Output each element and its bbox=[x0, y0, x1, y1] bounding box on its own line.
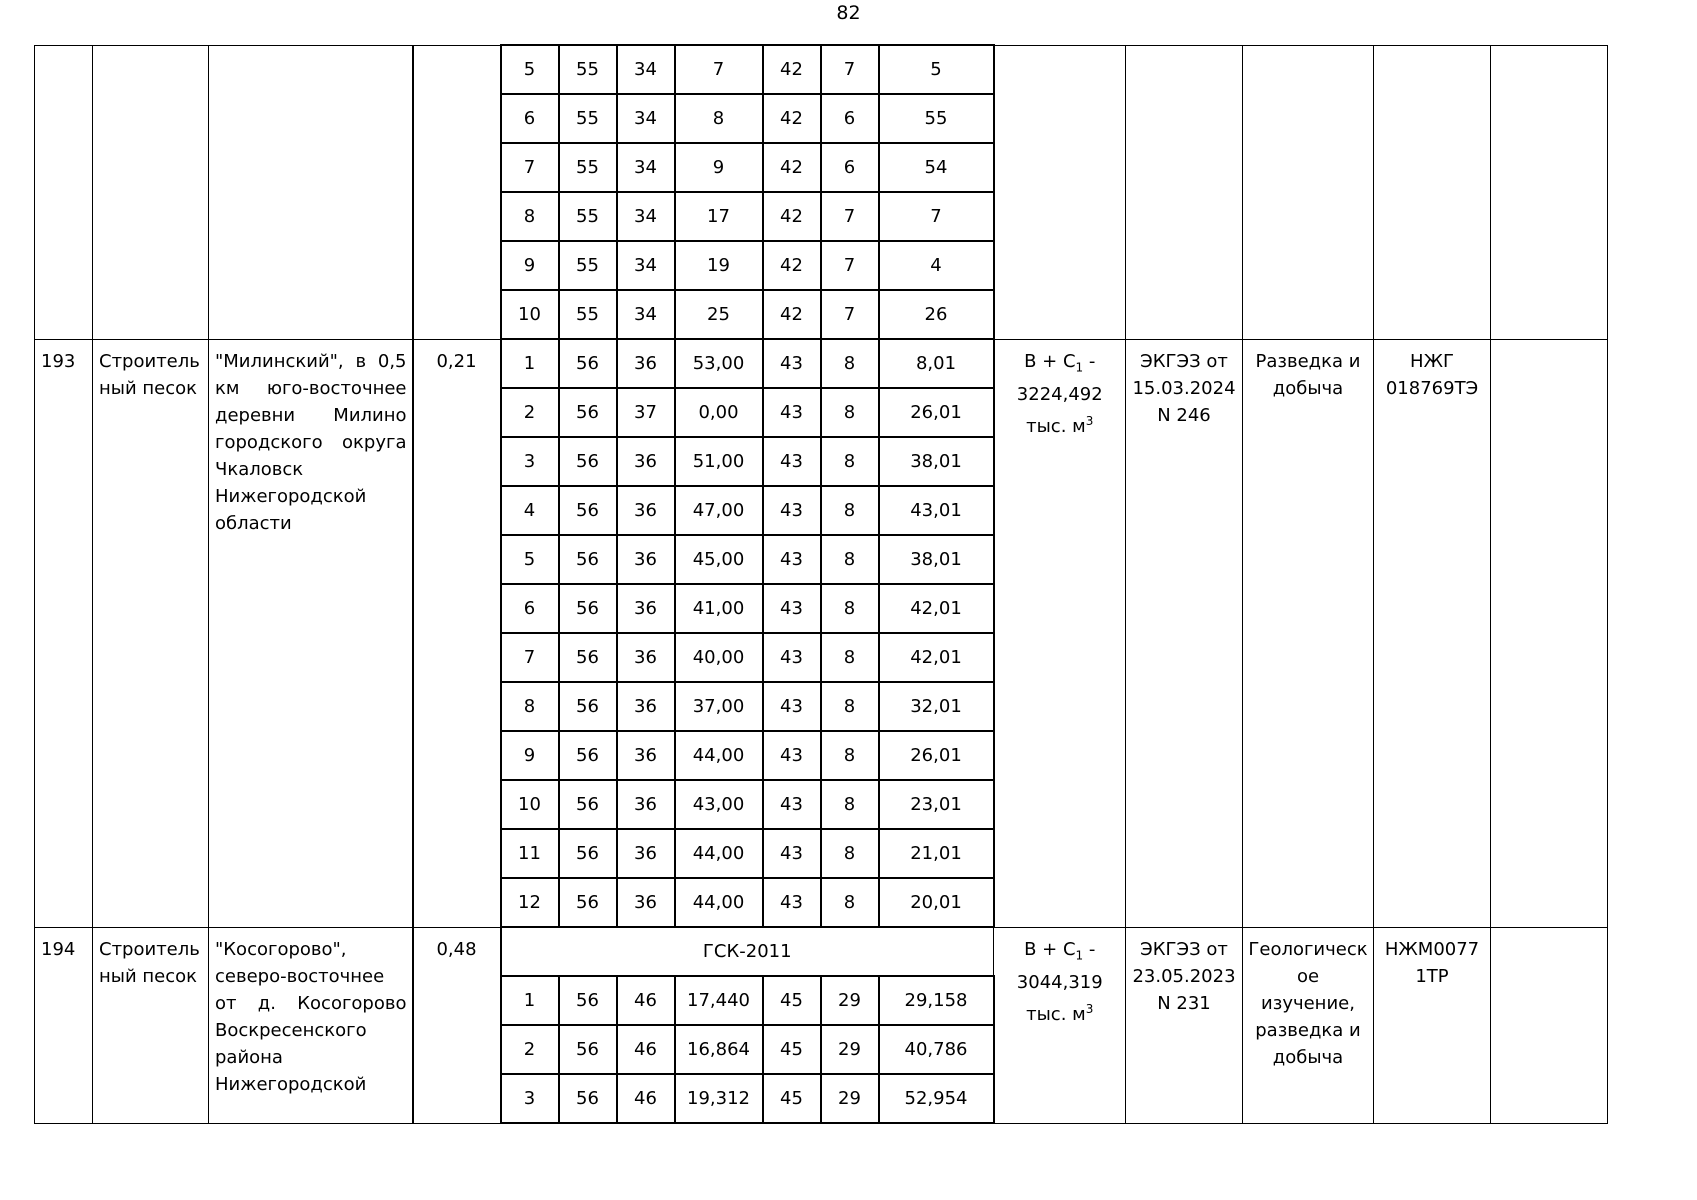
reserves-cell bbox=[994, 339, 1126, 927]
point-cell: 37,00 bbox=[675, 682, 763, 731]
point-cell: 9 bbox=[675, 143, 763, 192]
point-cell: 55 bbox=[559, 94, 617, 143]
point-cell: 55 bbox=[559, 143, 617, 192]
point-cell: 55 bbox=[559, 192, 617, 241]
point-cell: 42 bbox=[763, 290, 821, 339]
point-cell: 43 bbox=[763, 780, 821, 829]
point-cell: 51,00 bbox=[675, 437, 763, 486]
reserves-value: 3224,492 bbox=[1016, 384, 1103, 406]
point-cell: 9 bbox=[501, 731, 559, 780]
point-cell: 41,00 bbox=[675, 584, 763, 633]
point-cell: 8 bbox=[821, 682, 879, 731]
expertise-cell bbox=[1126, 45, 1243, 339]
note-cell bbox=[1491, 339, 1608, 927]
point-cell: 9 bbox=[501, 241, 559, 290]
mineral-cell bbox=[93, 45, 209, 339]
license-cell: НЖГ 018769ТЭ bbox=[1374, 339, 1491, 927]
point-cell: 43 bbox=[763, 388, 821, 437]
reserves-unit-power: 3 bbox=[1085, 1002, 1094, 1017]
point-cell: 36 bbox=[617, 486, 675, 535]
point-cell: 8 bbox=[821, 731, 879, 780]
point-cell: 12 bbox=[501, 878, 559, 927]
note-cell bbox=[1491, 45, 1608, 339]
point-cell: 0,00 bbox=[675, 388, 763, 437]
reserves-category-index: 1 bbox=[1075, 948, 1084, 963]
point-cell: 44,00 bbox=[675, 878, 763, 927]
point-cell: 1 bbox=[501, 976, 559, 1025]
point-cell: 26 bbox=[879, 290, 994, 339]
point-cell: 5 bbox=[879, 45, 994, 94]
reserves-category-index: 1 bbox=[1075, 360, 1084, 375]
point-cell: 45 bbox=[763, 1074, 821, 1123]
point-cell: 42 bbox=[763, 45, 821, 94]
reserves-category: B + C bbox=[1024, 938, 1076, 960]
point-cell: 42 bbox=[763, 241, 821, 290]
license-cell bbox=[1374, 45, 1491, 339]
reserves-cell bbox=[994, 45, 1126, 339]
point-cell: 34 bbox=[617, 143, 675, 192]
table-row bbox=[35, 45, 1608, 94]
point-cell: 43 bbox=[763, 486, 821, 535]
point-cell: 7 bbox=[879, 192, 994, 241]
point-cell: 8 bbox=[675, 94, 763, 143]
point-cell: 36 bbox=[617, 829, 675, 878]
point-cell: 6 bbox=[821, 94, 879, 143]
point-cell: 6 bbox=[501, 584, 559, 633]
point-cell: 17,440 bbox=[675, 976, 763, 1025]
point-cell: 36 bbox=[617, 682, 675, 731]
point-cell: 34 bbox=[617, 192, 675, 241]
location-cell bbox=[209, 45, 413, 339]
point-cell: 21,01 bbox=[879, 829, 994, 878]
point-cell: 34 bbox=[617, 290, 675, 339]
point-cell: 34 bbox=[617, 45, 675, 94]
point-cell: 5 bbox=[501, 45, 559, 94]
point-cell: 34 bbox=[617, 241, 675, 290]
point-cell: 47,00 bbox=[675, 486, 763, 535]
point-cell: 34 bbox=[617, 94, 675, 143]
point-cell: 56 bbox=[559, 1074, 617, 1123]
point-cell: 26,01 bbox=[879, 731, 994, 780]
point-cell: 8 bbox=[821, 486, 879, 535]
point-cell: 53,00 bbox=[675, 339, 763, 388]
point-cell: 56 bbox=[559, 731, 617, 780]
point-cell: 8 bbox=[821, 829, 879, 878]
point-cell: 36 bbox=[617, 878, 675, 927]
point-cell: 8 bbox=[821, 584, 879, 633]
point-cell: 38,01 bbox=[879, 437, 994, 486]
point-cell: 4 bbox=[501, 486, 559, 535]
point-cell: 43,00 bbox=[675, 780, 763, 829]
point-cell: 3 bbox=[501, 437, 559, 486]
point-cell: 29 bbox=[821, 976, 879, 1025]
point-cell: 56 bbox=[559, 486, 617, 535]
point-cell: 7 bbox=[821, 45, 879, 94]
point-cell: 10 bbox=[501, 780, 559, 829]
point-cell: 56 bbox=[559, 780, 617, 829]
point-cell: 23,01 bbox=[879, 780, 994, 829]
point-cell: 32,01 bbox=[879, 682, 994, 731]
point-cell: 8 bbox=[501, 192, 559, 241]
point-cell: 43 bbox=[763, 437, 821, 486]
point-cell: 6 bbox=[501, 94, 559, 143]
point-cell: 36 bbox=[617, 437, 675, 486]
reserves-unit: тыс. м bbox=[1026, 416, 1086, 438]
point-cell: 42,01 bbox=[879, 633, 994, 682]
location-cell: "Косогорово", северо-восточнее от д. Косогорово Воскресенского района Нижегородской bbox=[209, 927, 413, 1123]
point-cell: 56 bbox=[559, 682, 617, 731]
point-cell: 37 bbox=[617, 388, 675, 437]
point-cell: 52,954 bbox=[879, 1074, 994, 1123]
point-cell: 55 bbox=[559, 290, 617, 339]
deposit-number-cell: 193 bbox=[35, 339, 93, 927]
point-cell: 46 bbox=[617, 976, 675, 1025]
deposit-number-cell bbox=[35, 45, 93, 339]
area-cell: 0,21 bbox=[413, 339, 501, 927]
point-cell: 43 bbox=[763, 682, 821, 731]
point-cell: 8 bbox=[821, 437, 879, 486]
point-cell: 43 bbox=[763, 584, 821, 633]
point-cell: 8 bbox=[821, 878, 879, 927]
point-cell: 56 bbox=[559, 976, 617, 1025]
point-cell: 56 bbox=[559, 633, 617, 682]
point-cell: 2 bbox=[501, 1025, 559, 1074]
point-cell: 8,01 bbox=[879, 339, 994, 388]
reserves-unit: тыс. м bbox=[1026, 1004, 1086, 1026]
point-cell: 56 bbox=[559, 584, 617, 633]
point-cell: 26,01 bbox=[879, 388, 994, 437]
reserves-value: 3044,319 bbox=[1016, 972, 1103, 994]
point-cell: 4 bbox=[879, 241, 994, 290]
deposit-number-cell: 194 bbox=[35, 927, 93, 1123]
note-cell bbox=[1491, 927, 1608, 1123]
point-cell: 7 bbox=[821, 192, 879, 241]
point-cell: 43 bbox=[763, 878, 821, 927]
point-cell: 36 bbox=[617, 780, 675, 829]
point-cell: 29 bbox=[821, 1025, 879, 1074]
point-cell: 42,01 bbox=[879, 584, 994, 633]
point-cell: 7 bbox=[821, 241, 879, 290]
point-cell: 56 bbox=[559, 339, 617, 388]
point-cell: 5 bbox=[501, 535, 559, 584]
point-cell: 45 bbox=[763, 976, 821, 1025]
point-cell: 56 bbox=[559, 388, 617, 437]
point-cell: 46 bbox=[617, 1025, 675, 1074]
point-cell: 44,00 bbox=[675, 829, 763, 878]
point-cell: 7 bbox=[501, 633, 559, 682]
page-number: 82 bbox=[836, 2, 861, 24]
point-cell: 17 bbox=[675, 192, 763, 241]
expertise-cell: ЭКГЭЗ от 23.05.2023 N 231 bbox=[1126, 927, 1243, 1123]
point-cell: 43 bbox=[763, 731, 821, 780]
point-cell: 45 bbox=[763, 1025, 821, 1074]
point-cell: 10 bbox=[501, 290, 559, 339]
point-cell: 8 bbox=[821, 339, 879, 388]
point-cell: 36 bbox=[617, 731, 675, 780]
point-cell: 38,01 bbox=[879, 535, 994, 584]
reserves-unit-power: 3 bbox=[1085, 414, 1094, 429]
point-cell: 44,00 bbox=[675, 731, 763, 780]
point-cell: 42 bbox=[763, 192, 821, 241]
license-cell: НЖМ0077 1ТР bbox=[1374, 927, 1491, 1123]
point-cell: 55 bbox=[559, 45, 617, 94]
point-cell: 36 bbox=[617, 535, 675, 584]
point-cell: 2 bbox=[501, 388, 559, 437]
mineral-cell: Строитель ный песок bbox=[93, 927, 209, 1123]
point-cell: 43 bbox=[763, 339, 821, 388]
point-cell: 8 bbox=[821, 388, 879, 437]
point-cell: 56 bbox=[559, 535, 617, 584]
location-cell: "Милинский", в 0,5 км юго-восточнее деревни Милино городского округа Чкаловск Нижегородской области bbox=[209, 339, 413, 927]
point-cell: 42 bbox=[763, 143, 821, 192]
table-row bbox=[35, 339, 1608, 388]
reserves-dash: - bbox=[1083, 938, 1096, 960]
point-cell: 42 bbox=[763, 94, 821, 143]
area-cell bbox=[413, 45, 501, 339]
point-cell: 46 bbox=[617, 1074, 675, 1123]
point-cell: 19,312 bbox=[675, 1074, 763, 1123]
mineral-cell: Строитель ный песок bbox=[93, 339, 209, 927]
point-cell: 43 bbox=[763, 633, 821, 682]
point-cell: 6 bbox=[821, 143, 879, 192]
point-cell: 43 bbox=[763, 535, 821, 584]
point-cell: 56 bbox=[559, 829, 617, 878]
point-cell: 40,00 bbox=[675, 633, 763, 682]
point-cell: 19 bbox=[675, 241, 763, 290]
expertise-cell: ЭКГЭЗ от 15.03.2024 N 246 bbox=[1126, 339, 1243, 927]
usage-cell bbox=[1243, 45, 1374, 339]
point-cell: 11 bbox=[501, 829, 559, 878]
point-cell: 56 bbox=[559, 878, 617, 927]
point-cell: 7 bbox=[501, 143, 559, 192]
point-cell: 36 bbox=[617, 633, 675, 682]
point-cell: 29 bbox=[821, 1074, 879, 1123]
point-cell: 7 bbox=[821, 290, 879, 339]
point-cell: 29,158 bbox=[879, 976, 994, 1025]
point-cell: 16,864 bbox=[675, 1025, 763, 1074]
point-cell: 40,786 bbox=[879, 1025, 994, 1074]
usage-cell: Геологическ ое изучение, разведка и добыча bbox=[1243, 927, 1374, 1123]
point-cell: 8 bbox=[821, 633, 879, 682]
point-cell: 1 bbox=[501, 339, 559, 388]
usage-cell: Разведка и добыча bbox=[1243, 339, 1374, 927]
point-cell: 8 bbox=[501, 682, 559, 731]
point-cell: 3 bbox=[501, 1074, 559, 1123]
point-cell: 56 bbox=[559, 1025, 617, 1074]
point-cell: 36 bbox=[617, 584, 675, 633]
reserves-category: B + C bbox=[1024, 350, 1076, 372]
point-cell: 43,01 bbox=[879, 486, 994, 535]
point-cell: 20,01 bbox=[879, 878, 994, 927]
coordinate-system-cell: ГСК-2011 bbox=[501, 927, 994, 976]
point-cell: 8 bbox=[821, 780, 879, 829]
point-cell: 55 bbox=[559, 241, 617, 290]
reserves-cell bbox=[994, 927, 1126, 1123]
point-cell: 55 bbox=[879, 94, 994, 143]
point-cell: 36 bbox=[617, 339, 675, 388]
point-cell: 25 bbox=[675, 290, 763, 339]
point-cell: 54 bbox=[879, 143, 994, 192]
point-cell: 8 bbox=[821, 535, 879, 584]
point-cell: 56 bbox=[559, 437, 617, 486]
table-row bbox=[35, 927, 1608, 976]
area-cell: 0,48 bbox=[413, 927, 501, 1123]
reserves-dash: - bbox=[1083, 350, 1096, 372]
point-cell: 7 bbox=[675, 45, 763, 94]
point-cell: 43 bbox=[763, 829, 821, 878]
point-cell: 45,00 bbox=[675, 535, 763, 584]
deposits-table bbox=[34, 44, 1608, 1124]
